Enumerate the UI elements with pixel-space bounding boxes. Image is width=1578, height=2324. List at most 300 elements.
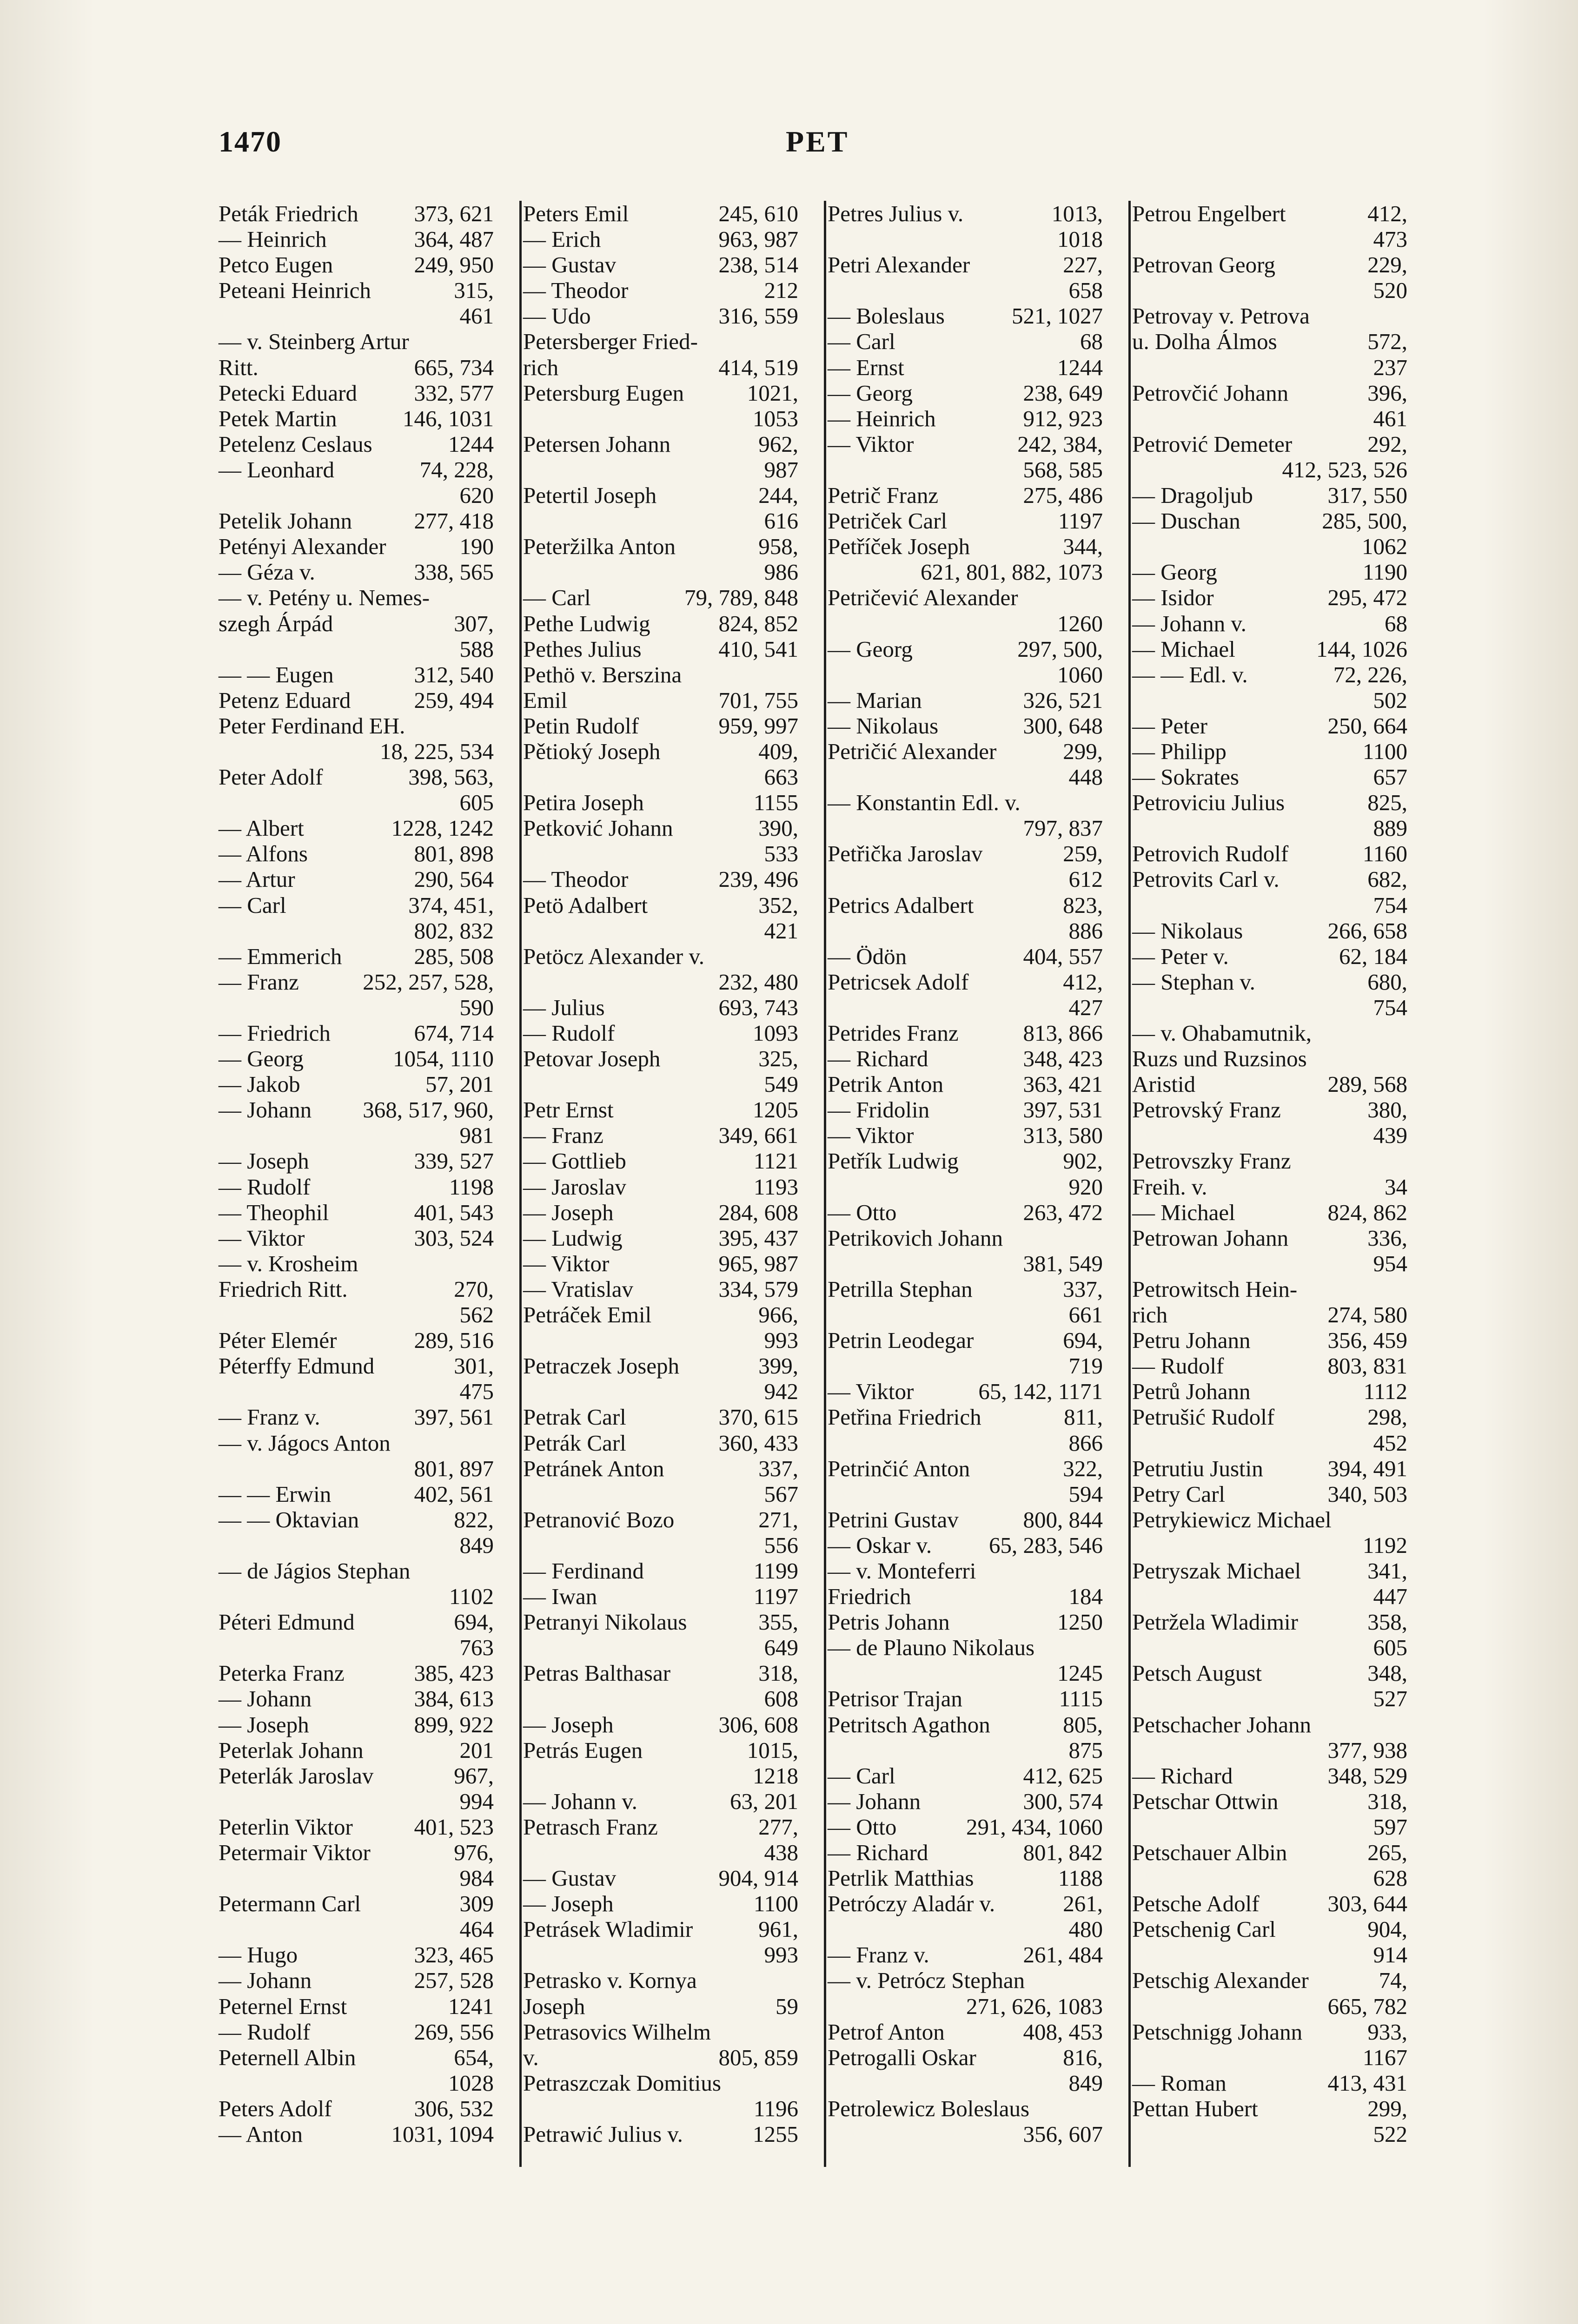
entry-pages: 621, 801, 882, 1073 bbox=[921, 559, 1103, 585]
index-entry bbox=[219, 2045, 497, 2070]
index-entry bbox=[1132, 713, 1411, 739]
index-entry bbox=[1132, 226, 1411, 252]
index-entry bbox=[219, 2019, 497, 2045]
index-entry bbox=[828, 2096, 1107, 2121]
index-entry bbox=[1132, 1712, 1411, 1737]
entry-name: — Heinrich bbox=[828, 405, 936, 431]
entry-pages: 322, bbox=[1063, 1455, 1103, 1481]
entry-pages: 1060 bbox=[1057, 661, 1103, 687]
entry-pages: 313, 580 bbox=[1023, 1122, 1103, 1149]
entry-pages: 797, 837 bbox=[1023, 815, 1103, 841]
index-entry bbox=[828, 1122, 1107, 1148]
entry-pages: 588 bbox=[459, 636, 494, 662]
entry-pages: 902, bbox=[1063, 1148, 1103, 1174]
entry-pages: 461 bbox=[459, 303, 494, 329]
entry-name: — Albert bbox=[219, 815, 304, 841]
index-entry bbox=[828, 1942, 1107, 1967]
index-entry bbox=[523, 841, 802, 866]
entry-pages: 74, bbox=[1379, 1967, 1407, 1994]
entry-pages: 1244 bbox=[448, 431, 494, 457]
index-entry bbox=[523, 1379, 802, 1404]
index-entry bbox=[523, 1404, 802, 1430]
entry-name: Ruzs und Ruzsinos bbox=[1132, 1046, 1307, 1072]
index-entry bbox=[828, 1712, 1107, 1737]
entry-pages: 337, bbox=[758, 1455, 798, 1481]
entry-name: Petráček Emil bbox=[523, 1302, 652, 1328]
entry-pages: 824, 852 bbox=[718, 610, 798, 636]
entry-pages: 665, 782 bbox=[1327, 1993, 1407, 2019]
index-entry bbox=[523, 1686, 802, 1711]
entry-pages: 401, 543 bbox=[414, 1199, 494, 1225]
entry-pages: 242, 384, bbox=[1017, 431, 1103, 457]
entry-name: Petriček Carl bbox=[828, 508, 948, 534]
index-entry bbox=[1132, 1456, 1411, 1481]
index-entry bbox=[1132, 534, 1411, 559]
entry-pages: 68 bbox=[1080, 329, 1103, 355]
entry-pages: 674, 714 bbox=[414, 1020, 494, 1046]
index-entry bbox=[1132, 1379, 1411, 1404]
index-entry bbox=[219, 1148, 497, 1174]
entry-name: — Nikolaus bbox=[828, 713, 939, 739]
entry-pages: 338, 565 bbox=[414, 559, 494, 585]
index-entry bbox=[828, 559, 1107, 585]
entry-pages: 303, 524 bbox=[414, 1225, 494, 1251]
index-entry bbox=[523, 739, 802, 764]
index-entry bbox=[219, 1712, 497, 1737]
entry-pages: 261, 484 bbox=[1023, 1942, 1103, 1968]
index-entry bbox=[219, 764, 497, 790]
entry-name: Petrykiewicz Michael bbox=[1132, 1506, 1332, 1532]
entry-pages: 763 bbox=[459, 1635, 494, 1661]
index-entry bbox=[523, 866, 802, 892]
index-entry bbox=[523, 1635, 802, 1660]
entry-pages: 1241 bbox=[448, 1993, 494, 2019]
entry-pages: 612 bbox=[1068, 866, 1103, 892]
entry-name: — Carl bbox=[828, 1763, 895, 1789]
entry-pages: 271, bbox=[758, 1506, 798, 1532]
index-entry bbox=[523, 1737, 802, 1763]
index-entry bbox=[219, 355, 497, 380]
entry-name: Petenz Eduard bbox=[219, 687, 351, 713]
index-entry bbox=[219, 431, 497, 457]
entry-name: Petřík Ludwig bbox=[828, 1148, 959, 1174]
index-entry bbox=[828, 969, 1107, 995]
entry-pages: 290, 564 bbox=[414, 866, 494, 892]
entry-name: Péter Elemér bbox=[219, 1327, 337, 1353]
entry-pages: 912, 923 bbox=[1023, 405, 1103, 431]
entry-pages: 398, 563, bbox=[408, 764, 494, 790]
entry-pages: 397, 561 bbox=[414, 1404, 494, 1430]
entry-name: — Udo bbox=[523, 303, 591, 329]
entry-name: — Georg bbox=[828, 380, 913, 406]
entry-pages: 341, bbox=[1367, 1558, 1407, 1584]
index-entry bbox=[219, 1200, 497, 1225]
entry-name: — de Plauno Nikolaus bbox=[828, 1635, 1035, 1661]
entry-pages: 1031, 1094 bbox=[391, 2121, 494, 2147]
entry-pages: 356, 607 bbox=[1023, 2121, 1103, 2147]
entry-pages: 257, 528 bbox=[414, 1967, 494, 1994]
entry-name: Petřička Jaroslav bbox=[828, 841, 983, 867]
index-entry bbox=[219, 1635, 497, 1660]
entry-name: Peter Adolf bbox=[219, 764, 323, 790]
entry-pages: 229, bbox=[1367, 252, 1407, 278]
entry-pages: 274, 580 bbox=[1327, 1302, 1407, 1328]
index-entry bbox=[523, 713, 802, 739]
index-columns bbox=[219, 201, 1407, 2167]
index-entry bbox=[523, 1916, 802, 1942]
index-entry bbox=[219, 1558, 497, 1584]
entry-pages: 904, bbox=[1367, 1916, 1407, 1942]
entry-pages: 144, 1026 bbox=[1316, 636, 1407, 662]
entry-pages: 657 bbox=[1373, 764, 1407, 790]
index-entry bbox=[1132, 1430, 1411, 1456]
index-entry bbox=[523, 790, 802, 815]
entry-name: — Richard bbox=[828, 1840, 928, 1865]
entry-pages: 339, 527 bbox=[414, 1148, 494, 1174]
index-entry bbox=[219, 277, 497, 303]
index-entry bbox=[219, 534, 497, 559]
entry-pages: 680, bbox=[1367, 969, 1407, 995]
entry-name: — Otto bbox=[828, 1199, 897, 1225]
entry-name: — Otto bbox=[828, 1814, 897, 1840]
index-entry bbox=[219, 892, 497, 918]
entry-name: — Franz bbox=[219, 969, 299, 995]
entry-name: Peterlák Jaroslav bbox=[219, 1763, 374, 1789]
index-entry bbox=[1132, 1097, 1411, 1122]
entry-name: — Anton bbox=[219, 2121, 303, 2147]
entry-pages: 380, bbox=[1367, 1097, 1407, 1123]
entry-pages: 464 bbox=[459, 1916, 494, 1942]
entry-name: Petrovszky Franz bbox=[1132, 1148, 1291, 1174]
index-entry bbox=[828, 252, 1107, 277]
entry-pages: 994 bbox=[459, 1788, 494, 1814]
entry-pages: 1093 bbox=[753, 1020, 798, 1046]
entry-name: Petru Johann bbox=[1132, 1327, 1251, 1353]
index-entry bbox=[828, 457, 1107, 482]
entry-pages: 1115 bbox=[1059, 1686, 1103, 1712]
entry-pages: 608 bbox=[764, 1686, 798, 1712]
index-entry bbox=[523, 1840, 802, 1865]
entry-name: — Georg bbox=[219, 1046, 304, 1072]
entry-pages: 326, 521 bbox=[1023, 687, 1103, 713]
entry-name: Petrovits Carl v. bbox=[1132, 866, 1280, 892]
entry-pages: 237 bbox=[1373, 354, 1407, 380]
index-entry bbox=[219, 1609, 497, 1635]
entry-pages: 616 bbox=[764, 508, 798, 534]
entry-name: — Michael bbox=[1132, 636, 1235, 662]
index-entry bbox=[219, 1891, 497, 1916]
entry-name: Petrof Anton bbox=[828, 2019, 945, 2045]
entry-pages: 370, 615 bbox=[718, 1404, 798, 1430]
entry-pages: 34 bbox=[1385, 1174, 1407, 1200]
entry-pages: 520 bbox=[1373, 277, 1407, 304]
index-entry bbox=[828, 1994, 1107, 2019]
entry-name: Petković Johann bbox=[523, 815, 673, 841]
entry-pages: 62, 184 bbox=[1339, 943, 1407, 969]
entry-pages: 336, bbox=[1367, 1225, 1407, 1251]
index-entry bbox=[1132, 1507, 1411, 1532]
index-entry bbox=[828, 1891, 1107, 1916]
entry-pages: 358, bbox=[1367, 1609, 1407, 1635]
entry-name: Freih. v. bbox=[1132, 1174, 1207, 1200]
entry-pages: 904, 914 bbox=[718, 1865, 798, 1891]
entry-pages: 412, 625 bbox=[1023, 1763, 1103, 1789]
entry-name: Petöcz Alexander v. bbox=[523, 943, 705, 969]
entry-name: — Joseph bbox=[219, 1148, 309, 1174]
entry-name: Petrásek Wladimir bbox=[523, 1916, 693, 1942]
index-entry bbox=[828, 995, 1107, 1020]
entry-pages: 318, bbox=[758, 1660, 798, 1686]
index-entry bbox=[1132, 1686, 1411, 1711]
index-entry bbox=[219, 559, 497, 585]
index-entry bbox=[1132, 1967, 1411, 1993]
entry-name: — Theodor bbox=[523, 866, 629, 892]
entry-pages: 1255 bbox=[753, 2121, 798, 2147]
entry-name: — v. Petény u. Nemes- bbox=[219, 585, 430, 611]
index-entry bbox=[1132, 841, 1411, 866]
entry-pages: 355, bbox=[758, 1609, 798, 1635]
entry-name: Petersburg Eugen bbox=[523, 380, 684, 406]
entry-pages: 374, 451, bbox=[408, 892, 494, 918]
entry-name: Petrin Leodegar bbox=[828, 1327, 974, 1353]
entry-name: Petránek Anton bbox=[523, 1455, 664, 1481]
index-entry bbox=[828, 482, 1107, 508]
index-entry bbox=[1132, 1020, 1411, 1046]
entry-pages: 1102 bbox=[449, 1584, 494, 1610]
entry-pages: 594 bbox=[1068, 1481, 1103, 1507]
entry-name: Petrisor Trajan bbox=[828, 1686, 962, 1712]
entry-name: — Joseph bbox=[523, 1711, 614, 1737]
index-entry bbox=[1132, 1789, 1411, 1814]
entry-pages: 567 bbox=[764, 1481, 798, 1507]
index-entry bbox=[219, 1097, 497, 1122]
entry-name: — Carl bbox=[828, 329, 895, 355]
entry-pages: 334, 579 bbox=[718, 1276, 798, 1302]
entry-name: Peternel Ernst bbox=[219, 1993, 347, 2019]
index-entry bbox=[1132, 1942, 1411, 1967]
entry-pages: 899, 922 bbox=[414, 1711, 494, 1737]
entry-pages: 959, 997 bbox=[718, 713, 798, 739]
index-entry bbox=[219, 1481, 497, 1507]
entry-pages: 315, bbox=[454, 277, 494, 304]
entry-pages: 271, 626, 1083 bbox=[966, 1993, 1103, 2019]
entry-pages: 628 bbox=[1373, 1865, 1407, 1891]
index-entry bbox=[523, 662, 802, 687]
index-entry bbox=[523, 303, 802, 329]
index-entry bbox=[828, 2045, 1107, 2070]
entry-name: Petrini Gustav bbox=[828, 1506, 959, 1532]
index-entry bbox=[828, 1379, 1107, 1404]
entry-pages: 337, bbox=[1063, 1276, 1103, 1302]
index-entry bbox=[219, 303, 497, 329]
entry-pages: 981 bbox=[459, 1122, 494, 1149]
entry-name: — Ernst bbox=[828, 354, 904, 380]
entry-pages: 694, bbox=[454, 1609, 494, 1635]
entry-pages: 801, 897 bbox=[414, 1455, 494, 1481]
entry-pages: 373, 621 bbox=[414, 201, 494, 226]
index-entry bbox=[523, 1276, 802, 1302]
index-entry bbox=[219, 252, 497, 277]
entry-name: Petricsek Adolf bbox=[828, 969, 969, 995]
index-entry bbox=[828, 841, 1107, 866]
index-entry bbox=[828, 508, 1107, 534]
entry-name: Petrás Eugen bbox=[523, 1737, 643, 1763]
entry-pages: 1167 bbox=[1362, 2044, 1407, 2070]
index-entry bbox=[1132, 1327, 1411, 1353]
entry-name: Petranović Bozo bbox=[523, 1506, 675, 1532]
entry-pages: 875 bbox=[1068, 1737, 1103, 1763]
entry-name: Petersberger Fried- bbox=[523, 329, 698, 355]
entry-pages: 502 bbox=[1373, 687, 1407, 713]
entry-pages: 65, 283, 546 bbox=[989, 1532, 1103, 1558]
index-entry bbox=[219, 1225, 497, 1251]
entry-pages: 212 bbox=[764, 277, 798, 304]
index-entry bbox=[523, 1097, 802, 1122]
entry-name: Péteri Edmund bbox=[219, 1609, 355, 1635]
entry-pages: 1250 bbox=[1057, 1609, 1103, 1635]
entry-pages: 394, 491 bbox=[1327, 1455, 1407, 1481]
entry-pages: 475 bbox=[459, 1379, 494, 1405]
running-head bbox=[219, 125, 1336, 176]
entry-name: Petrovich Rudolf bbox=[1132, 841, 1289, 867]
entry-name: Emil bbox=[523, 687, 568, 713]
entry-name: Petersen Johann bbox=[523, 431, 671, 457]
index-entry bbox=[1132, 2121, 1411, 2147]
index-entry bbox=[828, 918, 1107, 944]
index-entry bbox=[523, 508, 802, 534]
index-entry bbox=[523, 1225, 802, 1251]
entry-pages: 412, 523, 526 bbox=[1282, 456, 1407, 482]
entry-pages: 1155 bbox=[753, 790, 798, 816]
index-entry bbox=[219, 585, 497, 610]
entry-name: — Johann bbox=[219, 1967, 312, 1994]
entry-name: — Gottlieb bbox=[523, 1148, 626, 1174]
entry-pages: 597 bbox=[1373, 1814, 1407, 1840]
entry-name: — Alfons bbox=[219, 841, 308, 867]
index-entry bbox=[1132, 918, 1411, 944]
entry-name: Petschauer Albin bbox=[1132, 1840, 1287, 1865]
entry-pages: 1028 bbox=[448, 2070, 494, 2096]
index-entry bbox=[523, 355, 802, 380]
entry-name: — Johann v. bbox=[523, 1788, 637, 1814]
index-entry bbox=[1132, 1763, 1411, 1789]
entry-pages: 620 bbox=[459, 482, 494, 508]
entry-pages: 914 bbox=[1373, 1942, 1407, 1968]
index-entry bbox=[1132, 1737, 1411, 1763]
entry-pages: 190 bbox=[459, 534, 494, 560]
index-entry bbox=[1132, 1481, 1411, 1507]
entry-pages: 605 bbox=[459, 790, 494, 816]
entry-name: — Hugo bbox=[219, 1942, 298, 1968]
entry-pages: 1013, bbox=[1051, 201, 1103, 226]
index-entry bbox=[523, 1814, 802, 1840]
entry-pages: 316, 559 bbox=[718, 303, 798, 329]
index-entry bbox=[828, 1071, 1107, 1097]
index-entry bbox=[523, 431, 802, 457]
page-number: 1470 bbox=[219, 125, 282, 158]
index-entry bbox=[523, 482, 802, 508]
index-entry bbox=[828, 1789, 1107, 1814]
entry-pages: 352, bbox=[758, 892, 798, 918]
entry-name: — Ludwig bbox=[523, 1225, 623, 1251]
entry-name: Peteržilka Anton bbox=[523, 534, 676, 560]
index-entry bbox=[219, 687, 497, 713]
entry-pages: 800, 844 bbox=[1023, 1506, 1103, 1532]
index-entry bbox=[523, 226, 802, 252]
index-entry bbox=[828, 1020, 1107, 1046]
entry-name: Petrovčić Johann bbox=[1132, 380, 1289, 406]
index-entry bbox=[219, 1276, 497, 1302]
index-entry bbox=[828, 892, 1107, 918]
entry-pages: 79, 789, 848 bbox=[684, 585, 798, 611]
entry-pages: 1205 bbox=[753, 1097, 798, 1123]
index-entry bbox=[1132, 790, 1411, 815]
index-entry bbox=[219, 1789, 497, 1814]
index-entry bbox=[523, 1456, 802, 1481]
entry-name: — Ödön bbox=[828, 943, 907, 969]
entry-name: — v. Ohabamutnik, bbox=[1132, 1020, 1312, 1046]
entry-name: Petras Balthasar bbox=[523, 1660, 671, 1686]
entry-pages: 377, 938 bbox=[1327, 1737, 1407, 1763]
index-entry bbox=[523, 815, 802, 841]
entry-pages: 184 bbox=[1068, 1584, 1103, 1610]
entry-name: — Gustav bbox=[523, 1865, 617, 1891]
index-entry bbox=[828, 611, 1107, 636]
entry-pages: 270, bbox=[454, 1276, 494, 1302]
entry-name: Petira Joseph bbox=[523, 790, 644, 816]
entry-name: — Jaroslav bbox=[523, 1174, 626, 1200]
index-entry bbox=[523, 944, 802, 969]
entry-name: Petrou Engelbert bbox=[1132, 201, 1286, 226]
entry-pages: 1228, 1242 bbox=[391, 815, 494, 841]
entry-name: Petrutiu Justin bbox=[1132, 1455, 1263, 1481]
entry-pages: 414, 519 bbox=[718, 354, 798, 380]
entry-pages: 245, 610 bbox=[718, 201, 798, 226]
entry-name: Petek Martin bbox=[219, 405, 337, 431]
index-column-3 bbox=[828, 201, 1107, 2167]
entry-pages: 74, 228, bbox=[419, 456, 494, 482]
entry-pages: 1244 bbox=[1057, 354, 1103, 380]
index-entry bbox=[1132, 1660, 1411, 1686]
entry-name: — Carl bbox=[523, 585, 591, 611]
entry-name: Petrovan Georg bbox=[1132, 252, 1275, 278]
entry-pages: 803, 831 bbox=[1327, 1353, 1407, 1379]
index-entry bbox=[1132, 2096, 1411, 2121]
entry-name: Petö Adalbert bbox=[523, 892, 648, 918]
entry-pages: 59 bbox=[776, 1993, 798, 2019]
index-entry bbox=[523, 2019, 802, 2045]
entry-pages: 348, 529 bbox=[1327, 1763, 1407, 1789]
entry-pages: 63, 201 bbox=[730, 1788, 798, 1814]
index-entry bbox=[523, 201, 802, 226]
entry-name: Petermann Carl bbox=[219, 1891, 361, 1917]
entry-name: — — Erwin bbox=[219, 1481, 332, 1507]
index-entry bbox=[523, 2121, 802, 2147]
entry-name: Petrikovich Johann bbox=[828, 1225, 1003, 1251]
index-column-2 bbox=[523, 201, 802, 2167]
entry-pages: 332, 577 bbox=[414, 380, 494, 406]
index-entry bbox=[1132, 2019, 1411, 2045]
entry-name: Petřina Friedrich bbox=[828, 1404, 981, 1430]
entry-name: Peterlak Johann bbox=[219, 1737, 364, 1763]
index-entry bbox=[828, 1456, 1107, 1481]
index-entry bbox=[523, 1122, 802, 1148]
entry-pages: 849 bbox=[459, 1532, 494, 1558]
index-entry bbox=[1132, 380, 1411, 406]
index-entry bbox=[219, 1174, 497, 1200]
index-entry bbox=[828, 2121, 1107, 2147]
entry-pages: 568, 585 bbox=[1023, 456, 1103, 482]
